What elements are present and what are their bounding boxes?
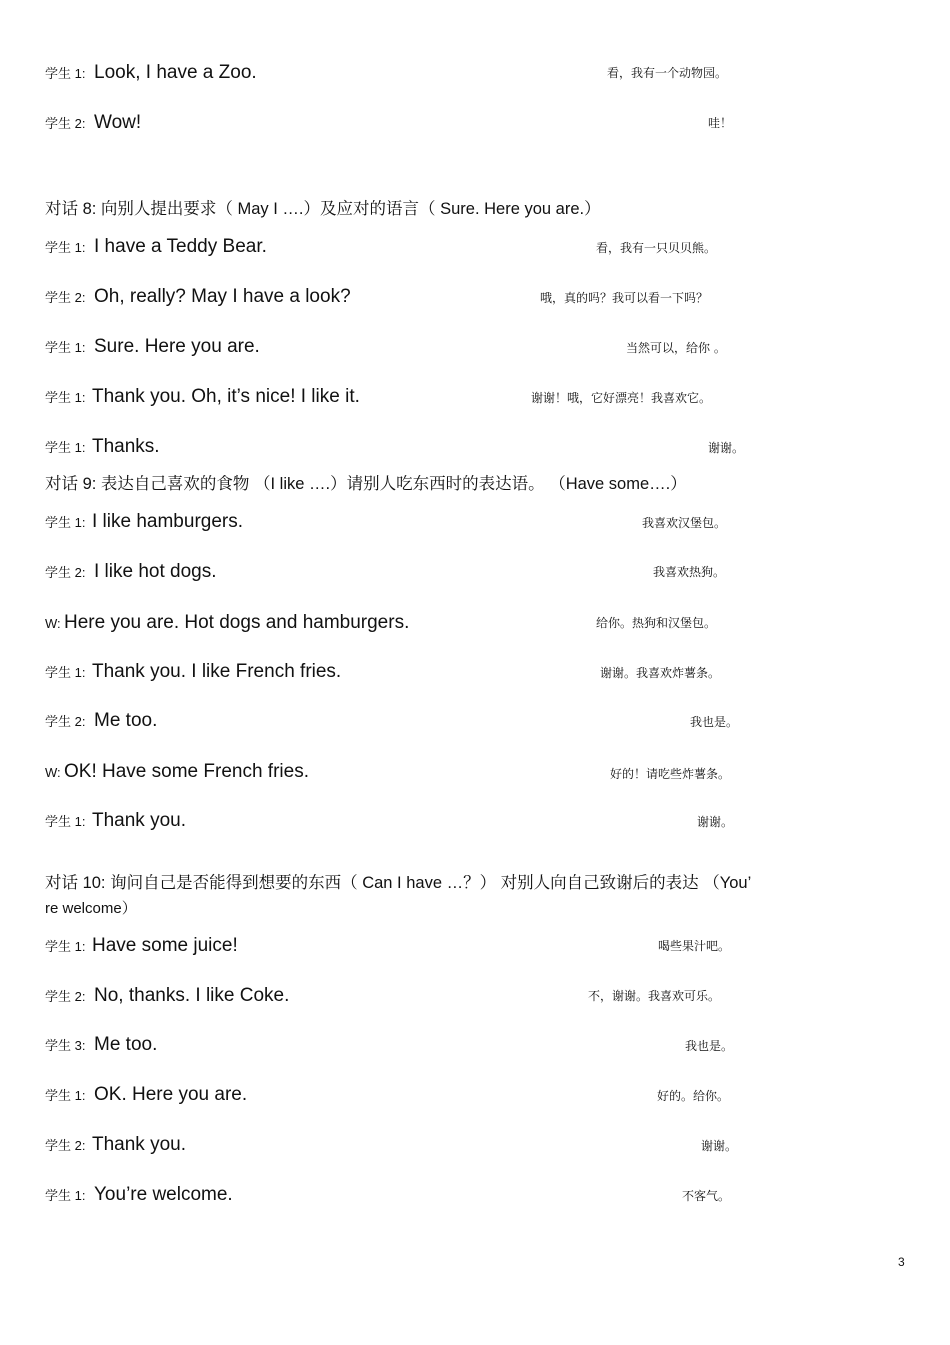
chinese-translation: 哇！	[708, 116, 733, 130]
page-number: 3	[898, 1255, 905, 1269]
english-line: Wow!	[94, 112, 142, 133]
chinese-translation: 谢谢。我喜欢炸薯条。	[600, 666, 721, 680]
chinese-translation: 哦，真的吗？我可以看一下吗？	[540, 291, 709, 305]
speaker-label: 学生 1:	[45, 340, 86, 355]
speaker-label: W:	[45, 616, 61, 631]
english-line: Thank you. I like French fries.	[92, 661, 342, 682]
english-line: Thank you.	[92, 1134, 186, 1155]
chinese-translation: 给你。热狗和汉堡包。	[596, 616, 717, 630]
english-line: Me too.	[94, 710, 158, 731]
speaker-label: 学生 1:	[45, 240, 86, 255]
speaker-label: 学生 2:	[45, 989, 86, 1004]
chinese-translation: 谢谢。	[708, 441, 745, 455]
english-line: Thank you.	[92, 810, 186, 831]
chinese-translation: 喝些果汁吧。	[658, 939, 731, 953]
dialogue-heading: 对话 8: 向别人提出要求（ May I ….）及应对的语言（ Sure. Here you are.）	[45, 200, 601, 218]
speaker-label: 学生 2:	[45, 714, 86, 729]
speaker-label: 学生 1:	[45, 440, 86, 455]
english-line: Oh, really? May I have a look?	[94, 286, 351, 307]
speaker-label: 学生 1:	[45, 665, 86, 680]
speaker-label: 学生 2:	[45, 290, 86, 305]
english-line: Look, I have a Zoo.	[94, 62, 257, 83]
speaker-label: 学生 1:	[45, 515, 86, 530]
chinese-translation: 好的。给你。	[657, 1089, 730, 1103]
english-line: Thanks.	[92, 436, 160, 457]
chinese-translation: 谢谢。	[701, 1139, 738, 1153]
dialogue-heading-continued: re welcome）	[45, 900, 137, 917]
speaker-label: 学生 2:	[45, 565, 86, 580]
chinese-translation: 谢谢！哦，它好漂亮！我喜欢它。	[531, 391, 712, 405]
chinese-translation: 我也是。	[685, 1039, 734, 1053]
chinese-translation: 当然可以，给你 。	[626, 341, 726, 355]
chinese-translation: 谢谢。	[697, 815, 734, 829]
english-line: Me too.	[94, 1034, 158, 1055]
chinese-translation: 看，我有一只贝贝熊。	[596, 241, 717, 255]
english-line: You’re welcome.	[94, 1184, 233, 1205]
speaker-label: 学生 1:	[45, 939, 86, 954]
english-line: Thank you. Oh, it’s nice! I like it.	[92, 386, 360, 407]
chinese-translation: 我也是。	[690, 715, 739, 729]
chinese-translation: 我喜欢热狗。	[653, 565, 726, 579]
english-line: OK. Here you are.	[94, 1084, 248, 1105]
english-line: I like hamburgers.	[92, 511, 244, 532]
speaker-label: 学生 1:	[45, 1188, 86, 1203]
chinese-translation: 看，我有一个动物园。	[607, 66, 728, 80]
speaker-label: 学生 2:	[45, 116, 86, 131]
speaker-label: 学生 1:	[45, 390, 86, 405]
chinese-translation: 我喜欢汉堡包。	[642, 516, 727, 530]
speaker-label: 学生 3:	[45, 1038, 86, 1053]
english-line: Have some juice!	[92, 935, 238, 956]
english-line: Sure. Here you are.	[94, 336, 260, 357]
speaker-label: 学生 2:	[45, 1138, 86, 1153]
chinese-translation: 好的！请吃些炸薯条。	[610, 767, 731, 781]
english-line: OK! Have some French fries.	[64, 761, 309, 782]
speaker-label: 学生 1:	[45, 1088, 86, 1103]
dialogue-heading: 对话 10: 询问自己是否能得到想要的东西（ Can I have …？） 对别人向自己致谢后的表达 （You’	[45, 874, 752, 892]
chinese-translation: 不客气。	[682, 1189, 731, 1203]
english-line: Here you are. Hot dogs and hamburgers.	[64, 612, 410, 633]
english-line: I like hot dogs.	[94, 561, 217, 582]
dialogue-heading: 对话 9: 表达自己喜欢的食物 （I like ….）请别人吃东西时的表达语。 （Have some….）	[45, 475, 687, 493]
speaker-label: 学生 1:	[45, 66, 86, 81]
english-line: I have a Teddy Bear.	[94, 236, 267, 257]
speaker-label: 学生 1:	[45, 814, 86, 829]
english-line: No, thanks. I like Coke.	[94, 985, 290, 1006]
chinese-translation: 不，谢谢。我喜欢可乐。	[588, 989, 721, 1003]
speaker-label: W:	[45, 765, 61, 780]
